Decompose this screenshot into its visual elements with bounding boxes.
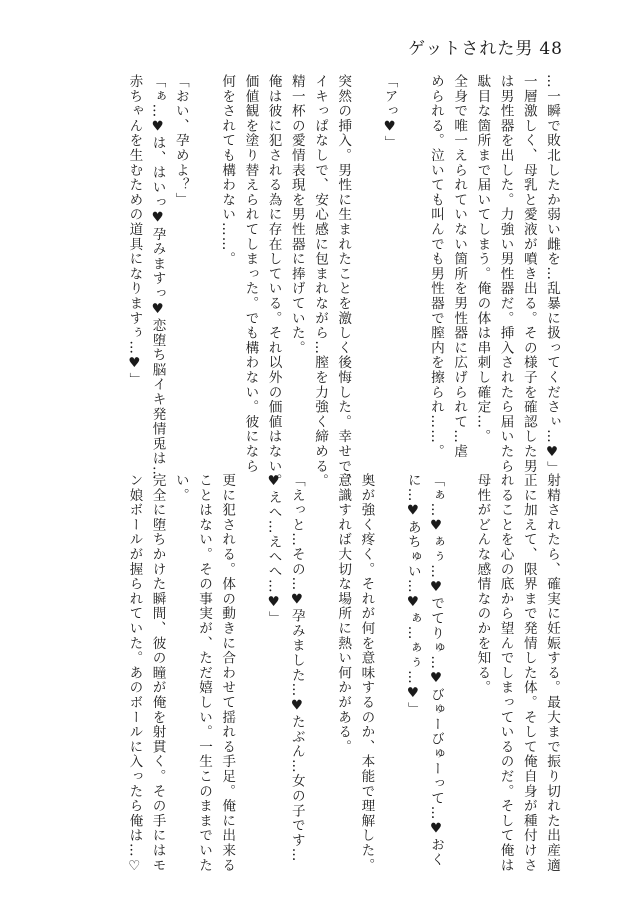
text-line: 「ぁ…♥ぁぅ…♥でてりゅ…♥びゅーびゅーって…♥おく: [428, 473, 444, 868]
text-line: 正に加えて、限界まで発情した体。そして俺自身が種付けさ: [520, 473, 537, 873]
chapter-title: ゲットされた男: [408, 39, 534, 59]
paragraph-gap: [238, 473, 261, 829]
text-line: 射精されたら、確実に妊娠する。最大まで振り切れた出産適: [544, 473, 560, 873]
text-line: ン娘ボールが握られていた。あのボールに入ったら俺は…♡: [126, 473, 143, 875]
text-line: 母性がどんな感情なのかを知る。: [474, 473, 491, 695]
text-line: は男性器を出した。力強い男性器だ。挿入されたら届いたら: [497, 74, 514, 474]
paragraph-gap: [192, 74, 215, 439]
text-line: 「えっと…その…♥孕みました…♥たぶん…女の子です…: [288, 473, 305, 863]
lower-text-block: [122, 473, 563, 875]
text-line: 「ぁ…♥は、はいっ♥孕みますっ♥恋堕ち脳イキ発情兎は…: [149, 74, 166, 481]
text-line: 「アっ♥」: [381, 74, 398, 151]
text-line: 駄目な箇所まで届いてしまう。俺の体は串刺し確定…。: [474, 74, 491, 444]
text-line: 俺は彼に犯される為に存在している。それ以外の価値はない。: [265, 74, 282, 489]
text-line: 何をされても構わない……。: [219, 74, 236, 267]
text-line: 赤ちゃんを生むための道具になりますぅ…♥」: [126, 74, 143, 388]
text-line: 突然の挿入。男性に生まれたことを激しく後悔した。幸せで、: [335, 74, 352, 489]
text-line: 精一杯の愛情表現を男性器に捧げていた。: [288, 74, 305, 356]
text-line: 一層激しく、母乳と愛液が噴き出る。その様子を確認した男: [520, 74, 537, 474]
text-line: ことはない。その事実が、ただ嬉しい。一生このままでいた: [196, 473, 213, 873]
paragraph-gap: [377, 473, 400, 829]
text-line: ♥えへ…えへへ…♥」: [265, 473, 282, 626]
text-line: い。: [172, 473, 189, 503]
paragraph-gap: [308, 473, 331, 829]
text-line: に…♥あちゅい…♥ぁ…ぁぅ…♥」: [404, 473, 421, 717]
text-line: イキっぱなしで、安心感に包まれながら…膣を力強く締める。: [312, 74, 328, 489]
upper-text-block: [122, 74, 563, 489]
text-line: 意識すれば大切な場所に熱い何かがある。: [335, 473, 352, 755]
text-line: …一瞬で敗北したか弱い雌を…乱暴に扱ってくださぃ…♥」: [544, 74, 560, 476]
text-line: れることを心の底から望んでしまっているのだ。そして俺は: [497, 473, 514, 873]
text-line: 完全に堕ちかけた瞬間、彼の瞳が俺を射貫く。その手にはモ: [149, 473, 166, 873]
text-line: められる。泣いても叫んでも男性器で膣内を擦られ……。: [427, 74, 444, 459]
text-line: 全身で唯一えられていない箇所を男性器に広げられて…虐: [451, 74, 468, 459]
text-line: 更に犯される。体の動きに合わせて揺れる手足。俺に出来る: [219, 473, 236, 873]
paragraph-gap: [401, 74, 424, 439]
page-number: 48: [539, 39, 563, 59]
paragraph-gap: [447, 473, 470, 829]
text-line: 奥が強く疼く。それが何を意味するのか、本能で理解した。: [358, 473, 375, 873]
text-line: 価値観を塗り替えられてしまった。でも構わない。彼になら: [242, 74, 259, 474]
paragraph-gap: [354, 74, 377, 439]
text-line: 「おい、孕めよ？」: [172, 74, 189, 208]
running-header: [402, 34, 563, 59]
